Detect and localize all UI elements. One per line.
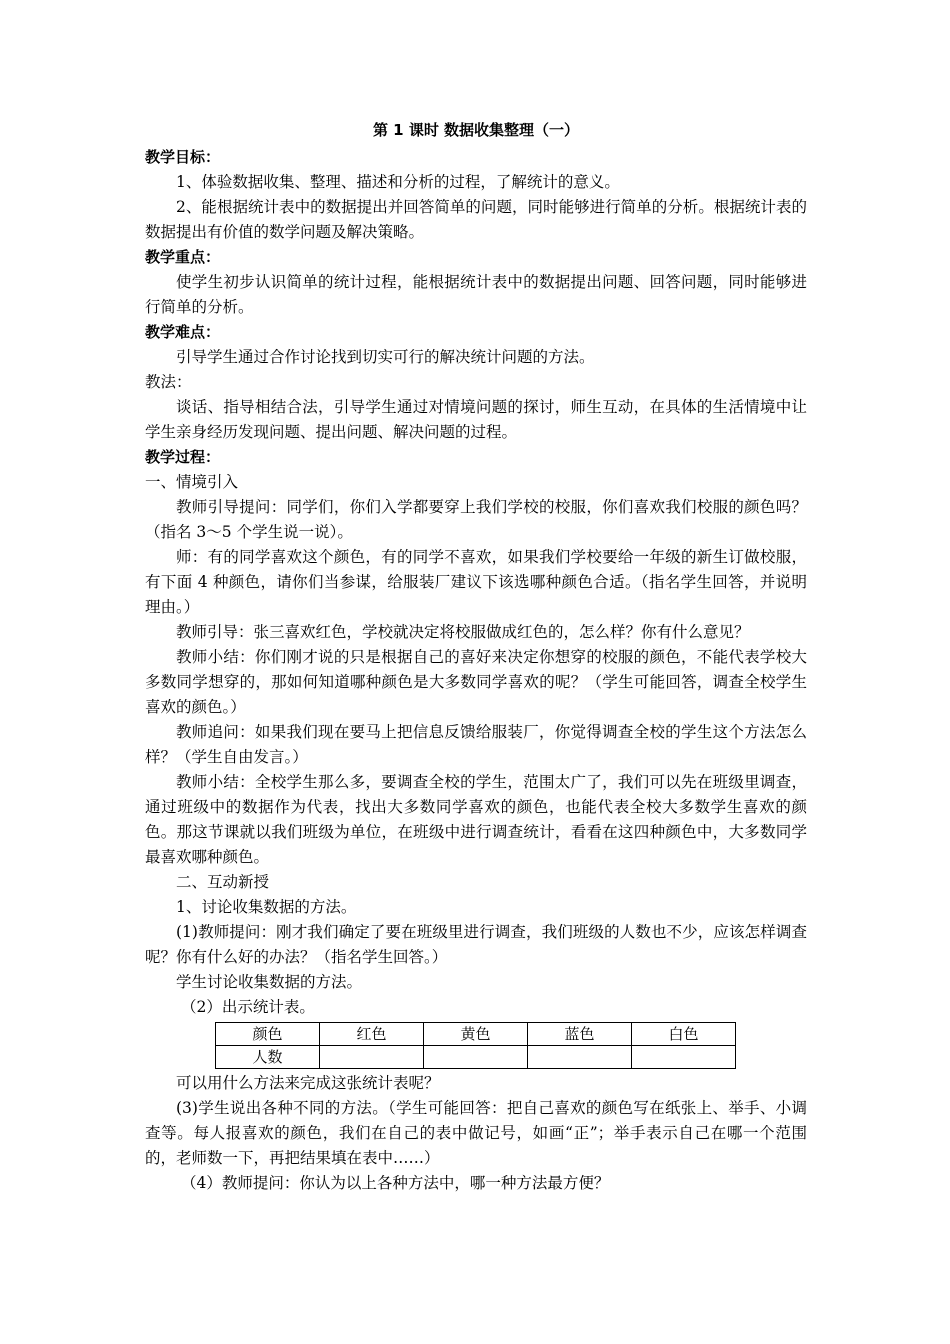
- table-cell: [424, 1046, 528, 1069]
- section1-paragraph: 教师追问：如果我们现在要马上把信息反馈给服装厂，你觉得调查全校的学生这个方法怎么样？（学生自由发言。）: [145, 723, 807, 766]
- table-cell: [528, 1046, 632, 1069]
- table-cell: 颜色: [216, 1023, 320, 1046]
- methods-heading: 教法：: [145, 373, 192, 391]
- goals-heading: 教学目标：: [145, 148, 221, 166]
- key-points-heading: 教学重点：: [145, 248, 221, 266]
- table-row: [216, 1046, 736, 1069]
- key-points-text: 使学生初步认识简单的统计过程，能根据统计表中的数据提出问题、回答问题，同时能够进行简单的分析。: [145, 273, 807, 316]
- table-cell: [632, 1046, 736, 1069]
- difficulties-text: 引导学生通过合作讨论找到切实可行的解决统计问题的方法。: [176, 348, 595, 366]
- section1-paragraph: 教师小结：你们刚才说的只是根据自己的喜好来决定你想穿的校服的颜色，不能代表学校大多数同学想穿的，那如何知道哪种颜色是大多数同学喜欢的呢？（学生可能回答，调查全校学生喜欢的颜色。）: [145, 648, 807, 716]
- section2-title: 二、互动新授: [176, 873, 270, 891]
- table-cell: 白色: [632, 1023, 736, 1046]
- section1-paragraph: 教师小结：全校学生那么多，要调查全校的学生，范围太广了，我们可以先在班级里调查，通过班级中的数据作为代表，找出大多数同学喜欢的颜色，也能代表全校大多数学生喜欢的颜色。那这节课就以我们班级为单位，在班级中进行调查统计，看看在这四种颜色中，大多数同学最喜欢哪种颜色。: [145, 773, 807, 866]
- section1-paragraph: 教师引导提问：同学们，你们入学都要穿上我们学校的校服，你们喜欢我们校服的颜色吗？（指名 3～5 个学生说一说）。: [145, 498, 807, 541]
- step1-title: 1、讨论收集数据的方法。: [176, 898, 357, 916]
- difficulties-heading: 教学难点：: [145, 323, 221, 341]
- step1-discussion: 学生讨论收集数据的方法。: [176, 973, 363, 991]
- step3-text: (3)学生说出各种不同的方法。（学生可能回答：把自己喜欢的颜色写在纸张上、举手、小调查等。每人报喜欢的颜色，我们在自己的表中做记号，如画“正”；举手表示自己在哪一个范围的，老师数一下，再把结果填在表中……）: [145, 1099, 807, 1167]
- step4-text: （4）教师提问：你认为以上各种方法中，哪一种方法最方便？: [181, 1174, 610, 1192]
- methods-text: 谈话、指导相结合法，引导学生通过对情境问题的探讨，师生互动，在具体的生活情境中让学生亲身经历发现问题、提出问题、解决问题的过程。: [145, 398, 807, 441]
- table-row: [216, 1023, 736, 1046]
- goal-item-1: 1、体验数据收集、整理、描述和分析的过程，了解统计的意义。: [176, 173, 620, 191]
- section1-title: 一、情境引入: [145, 473, 239, 491]
- after-table-question: 可以用什么方法来完成这张统计表呢？: [176, 1074, 440, 1092]
- step1-question: (1)教师提问：刚才我们确定了要在班级里进行调查，我们班级的人数也不少，应该怎样调查呢？你有什么好的办法？（指名学生回答。）: [145, 923, 807, 966]
- process-heading: 教学过程：: [145, 448, 221, 466]
- page-title: 第 1 课时 数据收集整理（一）: [372, 121, 580, 139]
- lesson-document: [145, 118, 807, 1196]
- table-cell: 黄色: [424, 1023, 528, 1046]
- table-cell: 红色: [320, 1023, 424, 1046]
- goal-item-2: 2、能根据统计表中的数据提出并回答简单的问题，同时能够进行简单的分析。根据统计表的数据提出有价值的数学问题及解决策略。: [145, 198, 807, 241]
- step2-title: （2）出示统计表。: [181, 998, 315, 1016]
- table-cell: 蓝色: [528, 1023, 632, 1046]
- section1-paragraph: 师：有的同学喜欢这个颜色，有的同学不喜欢，如果我们学校要给一年级的新生订做校服，有下面 4 种颜色，请你们当参谋，给服装厂建议下该选哪种颜色合适。（指名学生回答，并说明理由。）: [145, 548, 807, 616]
- table-cell: 人数: [216, 1046, 320, 1069]
- table-cell: [320, 1046, 424, 1069]
- section1-paragraph: 教师引导：张三喜欢红色，学校就决定将校服做成红色的，怎么样？你有什么意见？: [176, 623, 750, 641]
- statistics-table: [215, 1022, 736, 1069]
